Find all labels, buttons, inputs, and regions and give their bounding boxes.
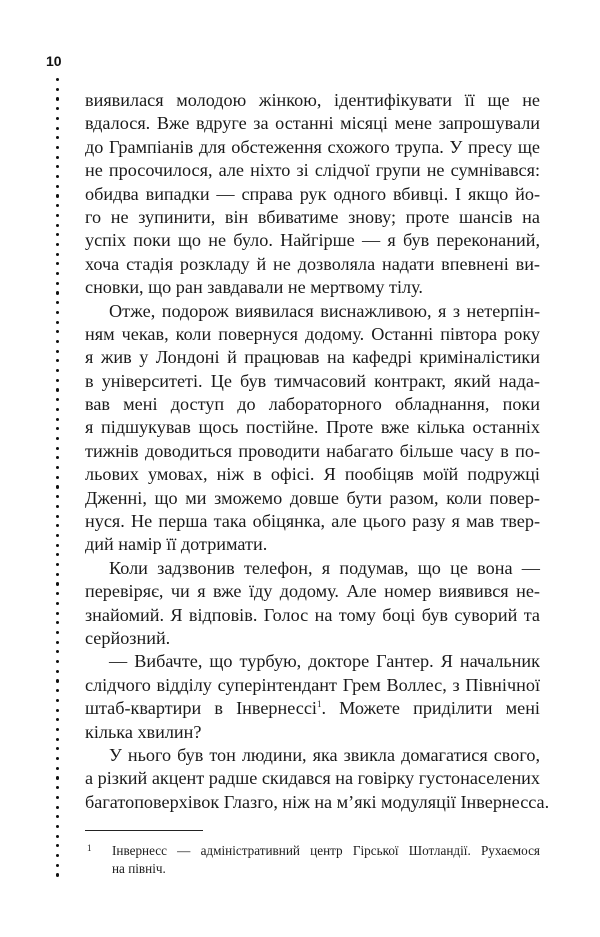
- text-line: тижнів доводиться проводити набагато більше часу в по-: [85, 440, 540, 461]
- text-line: льових умовах, ніж в офісі. Я пообіцяв моїй подружці: [85, 464, 540, 485]
- text-line: перевіряє, чи я вже їду додому. Але номер виявився не-: [85, 581, 540, 602]
- margin-dot: [56, 165, 59, 168]
- margin-dot: [56, 602, 59, 605]
- margin-dot: [56, 311, 59, 314]
- text-line: я підшукував щось постійне. Проте вже кілька останніх: [85, 417, 540, 438]
- margin-dot: [56, 476, 59, 479]
- margin-dot: [56, 612, 59, 615]
- margin-dot: [56, 679, 59, 682]
- margin-dot: [56, 359, 59, 362]
- margin-dot: [56, 718, 59, 721]
- margin-dot: [56, 573, 59, 576]
- margin-dot: [56, 127, 59, 130]
- margin-dot: [56, 369, 59, 372]
- text-line: ням чекав, коли повернуся додому. Останні півтора року: [85, 323, 540, 344]
- margin-dot: [56, 253, 59, 256]
- margin-dot: [56, 786, 59, 789]
- margin-dot: [56, 660, 59, 663]
- margin-dot: [56, 156, 59, 159]
- margin-dot: [56, 495, 59, 498]
- margin-dot: [56, 204, 59, 207]
- margin-dot: [56, 262, 59, 265]
- margin-dot: [56, 117, 59, 120]
- footnote: [85, 842, 540, 878]
- margin-dot: [56, 107, 59, 110]
- margin-dot: [56, 728, 59, 731]
- margin-dot: [56, 194, 59, 197]
- paragraph: [85, 557, 540, 651]
- margin-dot: [56, 670, 59, 673]
- margin-dot: [56, 330, 59, 333]
- margin-dot: [56, 456, 59, 459]
- margin-dot: [56, 738, 59, 741]
- text-line: серйозний.: [85, 627, 171, 648]
- text-line: го не зупинити, він вбиватиме знову; проте шансів на: [85, 206, 540, 227]
- text-line: штаб-квартири в Інвернессі$^1$. Можете приділити мені: [85, 698, 540, 719]
- margin-dot: [56, 97, 59, 100]
- footnote-reference: 1: [316, 699, 322, 710]
- margin-dot: [56, 379, 59, 382]
- page-number: 10: [46, 53, 62, 69]
- text-line: хоча стадія розкладу й не дозволяла надати впевнені ви-: [85, 253, 540, 274]
- footnote-divider: [85, 830, 203, 831]
- margin-dot: [56, 844, 59, 847]
- text-line: виявилася молодою жінкою, ідентифікувати її ще не: [85, 90, 540, 110]
- text-line: успіх поки що не було. Найгірше — я був переконаний,: [85, 230, 540, 251]
- margin-dot: [56, 418, 59, 421]
- margin-dot: [56, 631, 59, 634]
- margin-dot: [56, 524, 59, 527]
- margin-dot: [56, 321, 59, 324]
- text-line: У нього був тон людини, яка звикла домагатися свого,: [109, 744, 540, 765]
- text-line: нуся. Не перша така обіцянка, але цього разу я мав твер-: [85, 511, 540, 532]
- margin-dot: [56, 398, 59, 401]
- margin-dot: [56, 301, 59, 304]
- margin-dot: [56, 689, 59, 692]
- text-line: я жив у Лондоні й працював на кафедрі криміналістики: [85, 347, 540, 368]
- margin-dot: [56, 350, 59, 353]
- margin-dot: [56, 815, 59, 818]
- margin-dot: [56, 534, 59, 537]
- text-line: Коли задзвонив телефон, я подумав, що це вона —: [109, 557, 540, 578]
- text-line: вдалося. Вже вдруге за останні місяці мене запрошували: [85, 113, 540, 134]
- margin-dot: [56, 233, 59, 236]
- text-line: Отже, подорож виявилася виснажливою, я з нетерпін-: [109, 300, 540, 321]
- text-line: дий намір її дотримати.: [85, 534, 268, 555]
- margin-dot: [56, 282, 59, 285]
- margin-dot: [56, 709, 59, 712]
- margin-dot: [56, 175, 59, 178]
- margin-dot: [56, 291, 59, 294]
- margin-dot: [56, 214, 59, 217]
- margin-dot: [56, 224, 59, 227]
- margin-dot: [56, 796, 59, 799]
- margin-dot: [56, 767, 59, 770]
- text-line: багатоповерхівок Глазго, ніж на м’які модуляції Інвернесса.: [85, 791, 550, 812]
- margin-dot: [56, 835, 59, 838]
- margin-dot: [56, 146, 59, 149]
- footnote-line: Інвернесс — адміністративний центр Гірської Шотландії. Рухаємося: [112, 843, 540, 858]
- margin-dot: [56, 485, 59, 488]
- margin-dot: [56, 388, 59, 391]
- footnote-line: на північ.: [112, 861, 166, 876]
- margin-dot: [56, 873, 59, 876]
- margin-dot: [56, 78, 59, 81]
- margin-dot: [56, 776, 59, 779]
- margin-dot: [56, 621, 59, 624]
- margin-dot: [56, 864, 59, 867]
- margin-dot: [56, 650, 59, 653]
- margin-dot: [56, 515, 59, 518]
- margin-dot: [56, 427, 59, 430]
- text-line: а різкий акцент радше скидався на говірку густонаселених: [85, 768, 540, 789]
- body-text: [85, 89, 550, 814]
- paragraph: [85, 744, 550, 814]
- margin-dot: [56, 553, 59, 556]
- margin-dot: [56, 272, 59, 275]
- text-line: в університеті. Це був тимчасовий контракт, який нада-: [85, 370, 540, 391]
- text-line: вав мені доступ до лабораторного обладнання, поки: [85, 394, 540, 415]
- paragraph: [85, 300, 540, 557]
- margin-dot: [56, 466, 59, 469]
- margin-dot: [56, 185, 59, 188]
- paragraph: [85, 89, 540, 300]
- margin-dot: [56, 563, 59, 566]
- margin-dot: [56, 505, 59, 508]
- text-line: не просочилося, але ніхто зі слідчої групи не сумнівався:: [85, 160, 540, 181]
- text-line: — Вибачте, що турбую, докторе Гантер. Я начальник: [109, 651, 540, 672]
- text-line: сновки, що ран завдавали не мертвому тілу.: [85, 277, 423, 298]
- paragraph: [85, 650, 540, 744]
- margin-dot: [56, 757, 59, 760]
- margin-dot: [56, 408, 59, 411]
- margin-dot: [56, 806, 59, 809]
- margin-dot: [56, 747, 59, 750]
- text-line: до Грампіанів для обстеження схожого трупа. У пресу ще: [85, 136, 540, 157]
- footnote-marker: 1: [87, 843, 92, 853]
- margin-dot: [56, 641, 59, 644]
- margin-dot: [56, 592, 59, 595]
- margin-dot: [56, 447, 59, 450]
- margin-dot: [56, 854, 59, 857]
- margin-dot: [56, 88, 59, 91]
- text-line: обидва випадки — справа рук одного вбивці. І якщо йо-: [85, 183, 540, 204]
- margin-dot: [56, 243, 59, 246]
- text-line: Дженні, що ми зможемо довше бути разом, коли повер-: [85, 487, 540, 508]
- margin-dot: [56, 825, 59, 828]
- text-line: знайомий. Я відповів. Голос на тому боці був суворий та: [85, 604, 540, 625]
- margin-dot: [56, 437, 59, 440]
- margin-dot: [56, 136, 59, 139]
- margin-dot: [56, 544, 59, 547]
- text-line: кілька хвилин?: [85, 721, 202, 742]
- margin-dot: [56, 699, 59, 702]
- margin-dot: [56, 582, 59, 585]
- margin-dot: [56, 340, 59, 343]
- text-line: слідчого відділу суперінтендант Грем Воллес, з Північної: [85, 674, 540, 695]
